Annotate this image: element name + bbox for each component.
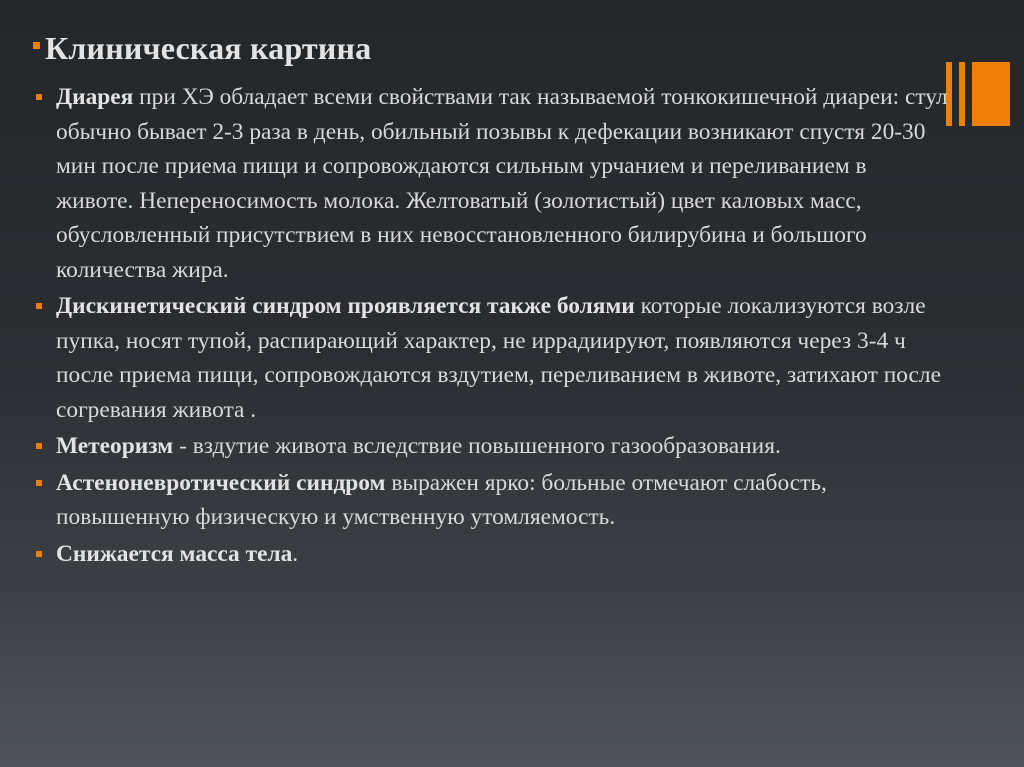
- bullet-square-icon: [36, 94, 42, 100]
- bullet-text: при ХЭ обладает всеми свойствами так называемой тонкокишечной диареи: стул обычно бывает 2-3 раза в день, обильный позывы к дефекации возникают спустя 20-30 мин после приема пищи и сопровождаются сильным урчанием и переливанием в животе. Непереносимость молока. Желтоватый (золотистый) цвет каловых масс, обусловленный присутствием в них невосстановленного билирубина и большого количества жира.: [56, 84, 948, 283]
- bullet-square-icon: [36, 303, 42, 309]
- bullet-square-icon: [36, 480, 42, 486]
- bullet-bold-text: Дискинетический синдром проявляется также болями: [56, 293, 635, 319]
- bullet-bold-text: Диарея: [56, 84, 134, 110]
- bullet-square-icon: [33, 42, 40, 49]
- bullet-item-diarrhea: [33, 80, 948, 287]
- decor-bar-2: [959, 62, 965, 126]
- bullet-text: которые локализуются возле пупка, носят тупой, распирающий характер, не иррадиируют, появляются через 3-4 ч после приема пищи, сопровождаются вздутием, переливанием в животе, затихают после согревания живота .: [56, 293, 941, 423]
- bullet-text: выражен ярко: больные отмечают слабость, повышенную физическую и умственную утомляемость.: [56, 469, 827, 530]
- bullet-item-weight-loss: [33, 537, 948, 572]
- bullet-item-dyskinetic: [33, 289, 948, 427]
- bullet-item-meteorism: [33, 429, 948, 464]
- bullet-square-icon: [36, 443, 42, 449]
- bullet-bold-text: Метеоризм: [56, 433, 174, 459]
- bullet-bold-text: Снижается масса тела: [56, 540, 293, 567]
- bullet-text: .: [292, 540, 299, 567]
- slide-title: [33, 30, 371, 67]
- decor-block: [972, 62, 1010, 126]
- bullet-item-asthenoneurotic: [33, 466, 948, 535]
- bullet-bold-text: Астеноневротический синдром: [56, 469, 386, 496]
- slide-content: [33, 80, 948, 573]
- bullet-square-icon: [36, 551, 42, 557]
- bullet-text: - вздутие живота вследствие повышенного газообразования.: [173, 433, 781, 459]
- slide-title-text: Клиническая картина: [45, 30, 372, 66]
